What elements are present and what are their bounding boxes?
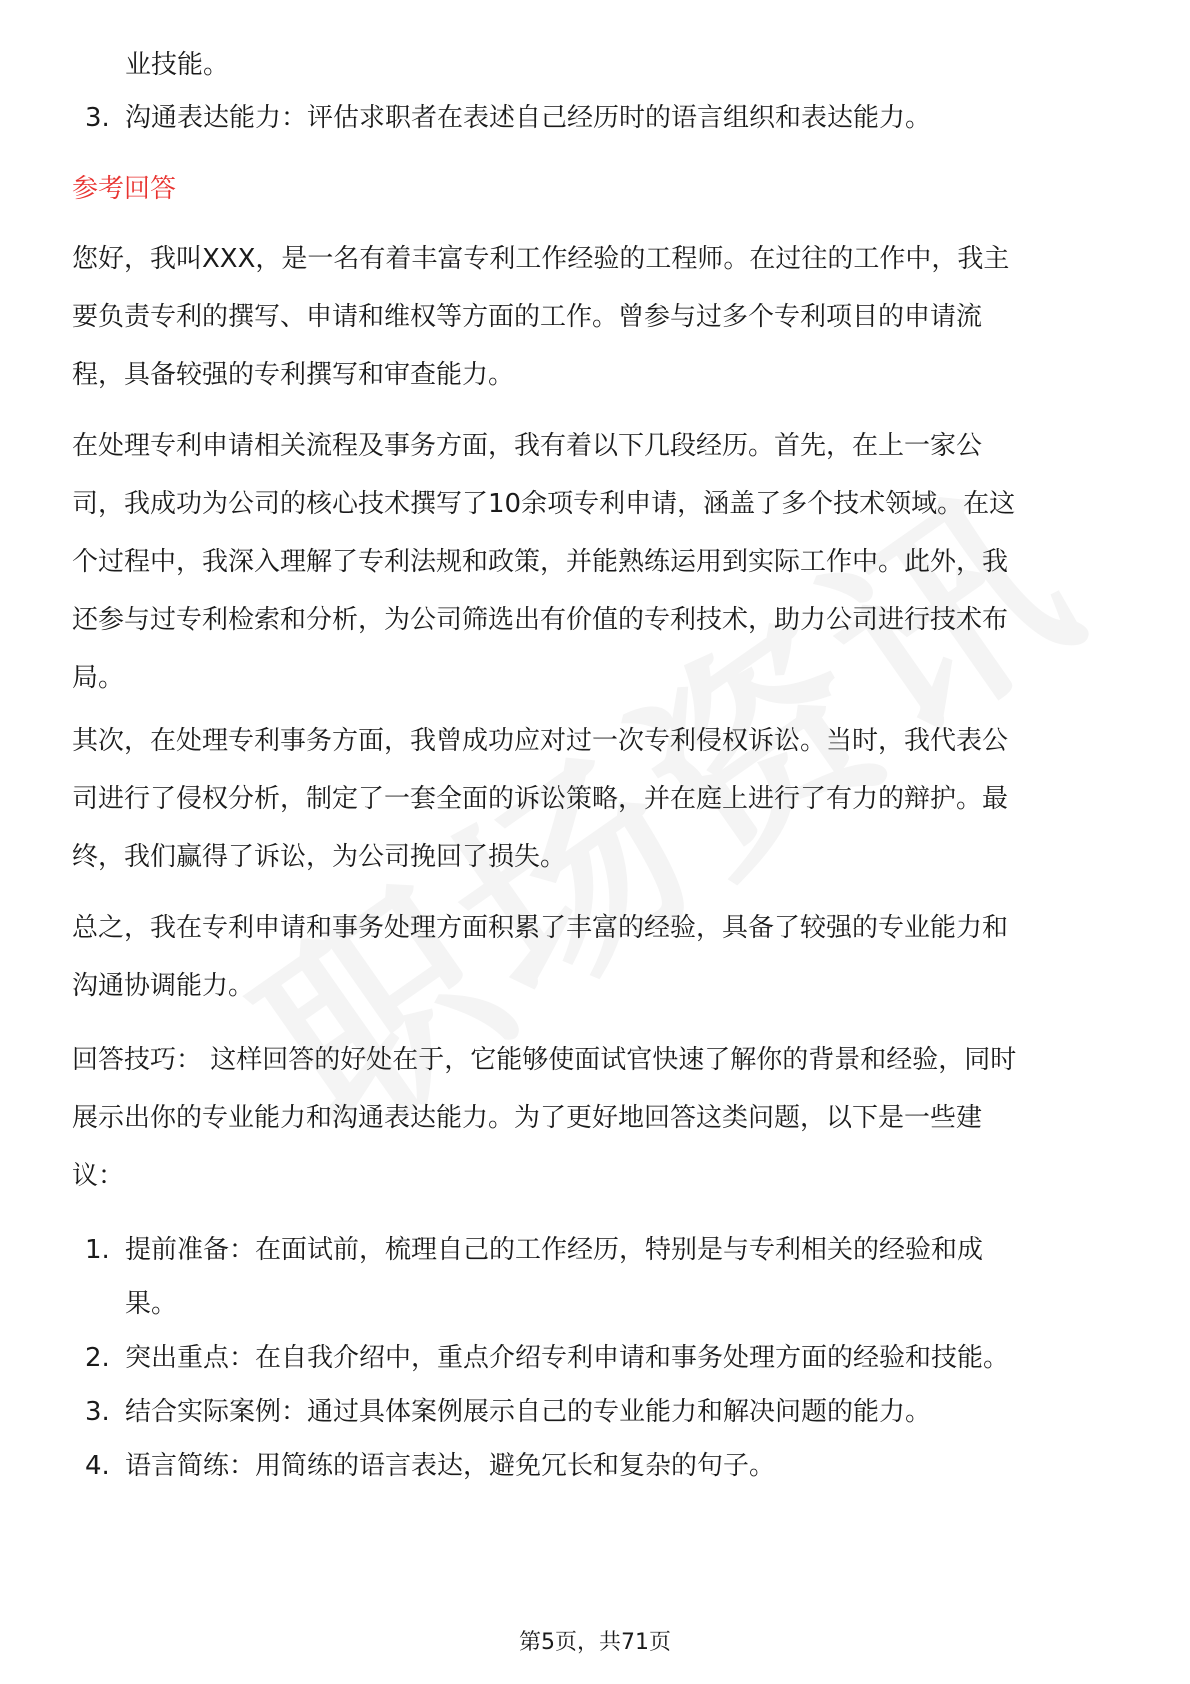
paragraph-line: 回答技巧： 这样回答的好处在于，它能够使面试官快速了解你的背景和经验，同时 [72, 1045, 1017, 1075]
paragraph-line: 要负责专利的撰写、申请和维权等方面的工作。曾参与过多个专利项目的申请流 [72, 302, 983, 332]
list-item-text: 提前准备：在面试前，梳理自己的工作经历，特别是与专利相关的经验和成 [125, 1235, 984, 1265]
paragraph-line: 在处理专利申请相关流程及事务方面，我有着以下几段经历。首先，在上一家公 [72, 431, 983, 461]
paragraph [72, 899, 1122, 1015]
paragraph [72, 230, 1122, 404]
list-item-number: 1. [85, 1235, 110, 1265]
paragraph-line: 司，我成功为公司的核心技术撰写了10余项专利申请，涵盖了多个技术领域。在这 [72, 489, 1016, 519]
paragraph-line: 沟通协调能力。 [72, 971, 255, 1001]
paragraph [72, 417, 1122, 707]
list-item-number: 3. [85, 1397, 110, 1427]
paragraph-line: 展示出你的专业能力和沟通表达能力。为了更好地回答这类问题，以下是一些建 [72, 1103, 983, 1133]
list-item-number: 2. [85, 1343, 110, 1373]
paragraph-line: 还参与过专利检索和分析，为公司筛选出有价值的专利技术，助力公司进行技术布 [72, 605, 1009, 635]
list-item-text: 语言简练：用简练的语言表达，避免冗长和复杂的句子。 [125, 1451, 776, 1481]
paragraph [72, 1031, 1122, 1205]
paragraph-line: 程，具备较强的专利撰写和审查能力。 [72, 360, 515, 390]
list-item-text: 沟通表达能力：评估求职者在表述自己经历时的语言组织和表达能力。 [125, 103, 932, 133]
list-item-text: 业技能。 [125, 50, 230, 80]
paragraph [72, 712, 1122, 886]
paragraph-line: 局。 [72, 663, 125, 693]
paragraph-line: 终，我们赢得了诉讼，为公司挽回了损失。 [72, 842, 567, 872]
paragraph-line: 议： [72, 1161, 125, 1191]
paragraph-line: 个过程中，我深入理解了专利法规和政策，并能熟练运用到实际工作中。此外，我 [72, 547, 1009, 577]
list-item-number: 4. [85, 1451, 110, 1481]
list-item-text: 果。 [125, 1289, 178, 1319]
section-title: 参考回答 [72, 174, 177, 204]
list-item-text: 突出重点：在自我介绍中，重点介绍专利申请和事务处理方面的经验和技能。 [125, 1343, 1010, 1373]
list-item-text: 结合实际案例：通过具体案例展示自己的专业能力和解决问题的能力。 [125, 1397, 932, 1427]
paragraph-line: 您好，我叫XXX，是一名有着丰富专利工作经验的工程师。在过往的工作中，我主 [72, 244, 1010, 274]
paragraph-line: 其次，在处理专利事务方面，我曾成功应对过一次专利侵权诉讼。当时，我代表公 [72, 726, 1009, 756]
paragraph-line: 司进行了侵权分析，制定了一套全面的诉讼策略，并在庭上进行了有力的辩护。最 [72, 784, 1009, 814]
paragraph-line: 总之，我在专利申请和事务处理方面积累了丰富的经验，具备了较强的专业能力和 [72, 913, 1009, 943]
page-footer: 第5页，共71页 [519, 1630, 671, 1655]
list-item-number: 3. [85, 103, 110, 133]
